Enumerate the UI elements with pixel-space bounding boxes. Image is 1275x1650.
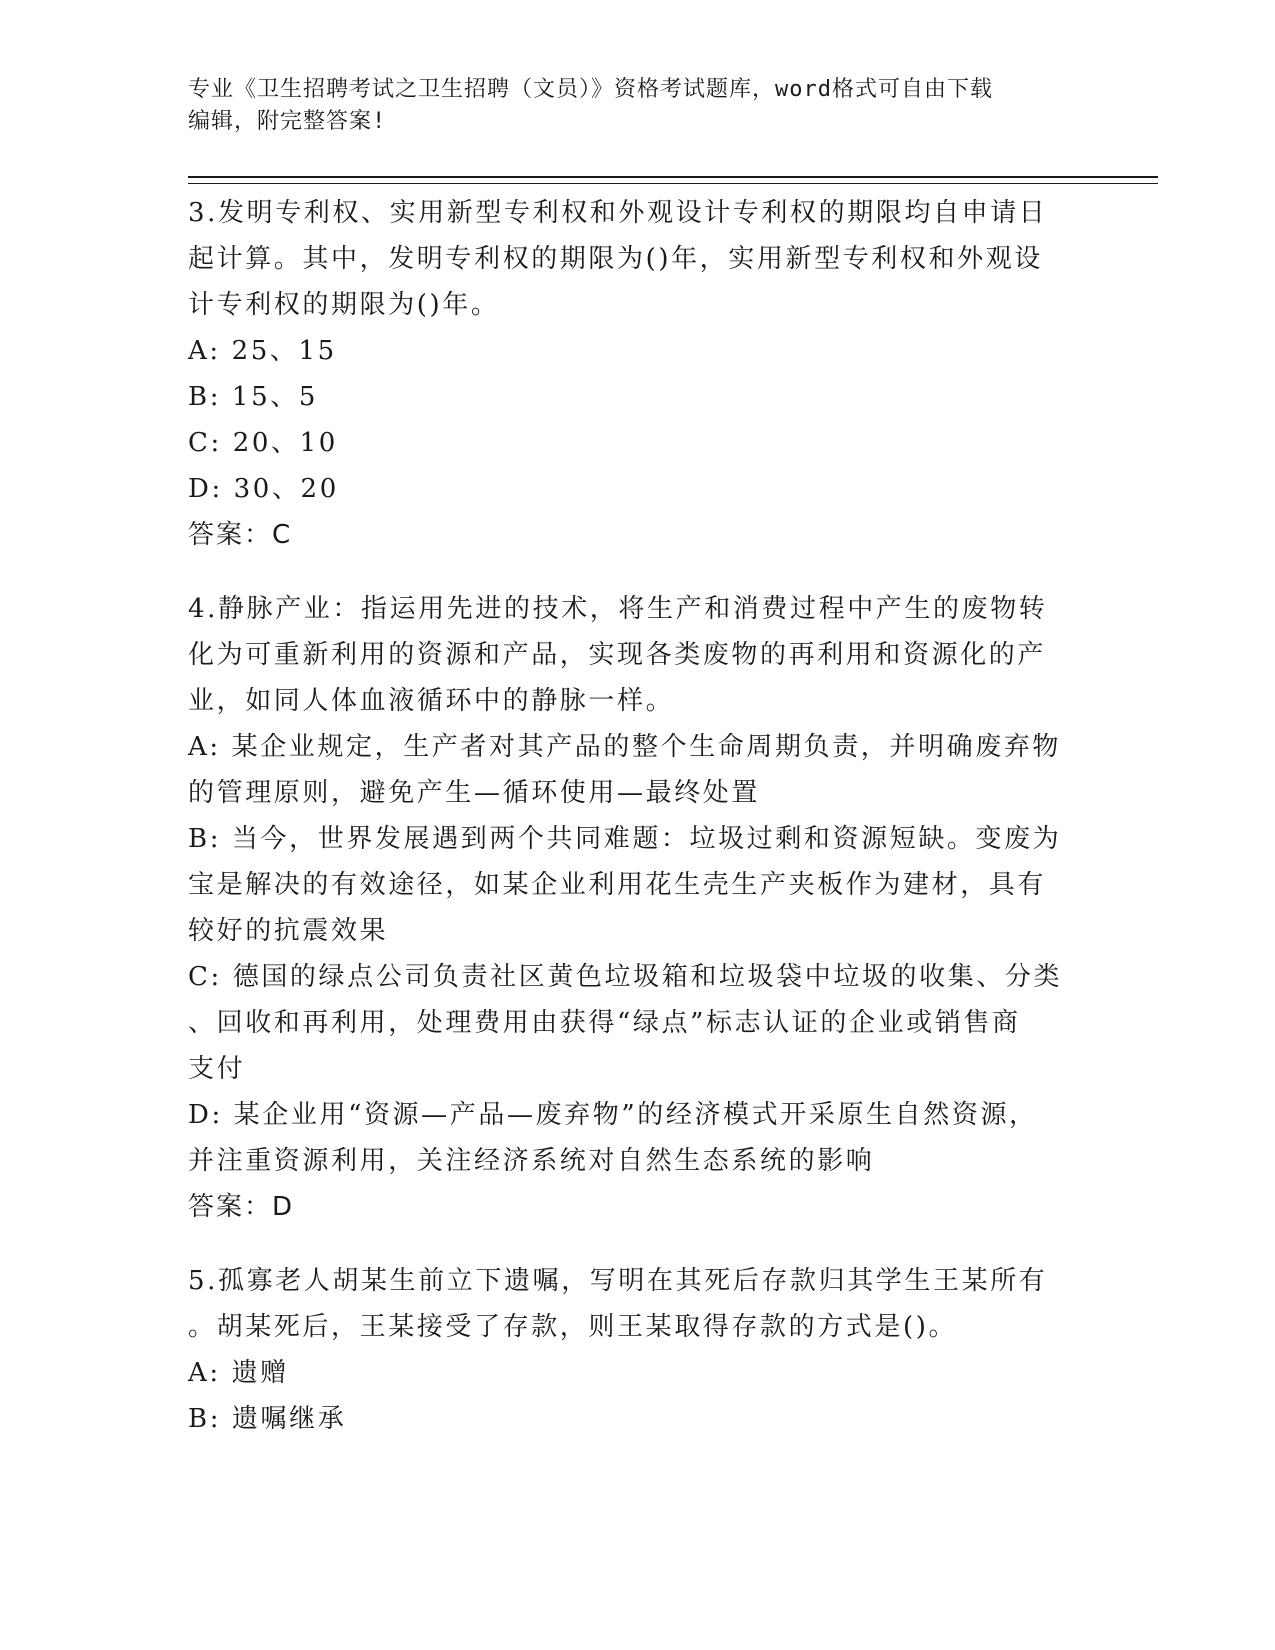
question-stem-line: 5.孤寡老人胡某生前立下遗嘱，写明在其死后存款归其学生王某所有 [188,1266,1048,1296]
question-stem-line: 计专利权的期限为()年。 [188,290,500,320]
page-header [188,74,1088,138]
option-line: B: 遗嘱继承 [188,1404,347,1434]
question-block [188,1258,1088,1442]
answer-line: 答案：C [188,520,293,550]
question-block [188,190,1088,558]
header-rule-thin [188,183,1158,184]
option-line: C: 20、10 [188,428,338,458]
question-stem-line: 4.静脉产业：指运用先进的技术，将生产和消费过程中产生的废物转 [188,594,1048,624]
option-line: D: 30、20 [188,474,339,504]
header-line-2: 编辑，附完整答案! [188,109,387,134]
option-line: 宝是解决的有效途径，如某企业利用花生壳生产夹板作为建材，具有 [188,870,1047,900]
question-stem-line: 业，如同人体血液循环中的静脉一样。 [188,686,675,716]
header-rule-thick [188,176,1158,178]
option-line: A: 25、15 [188,336,337,366]
option-line: 较好的抗震效果 [188,916,389,946]
option-line: A: 某企业规定，生产者对其产品的整个生命周期负责，并明确废弃物 [188,732,1062,762]
option-line: A: 遗赠 [188,1358,289,1388]
question-stem-line: 3.发明专利权、实用新型专利权和外观设计专利权的期限均自申请日 [188,198,1048,228]
option-line: B: 15、5 [188,382,318,412]
option-line: 支付 [188,1054,246,1084]
header-line-1: 专业《卫生招聘考试之卫生招聘（文员）》资格考试题库，word格式可自由下载 [188,77,993,102]
answer-line: 答案：D [188,1192,295,1222]
option-line: D: 某企业用“资源—产品—废弃物”的经济模式开采原生自然资源， [188,1100,1038,1130]
question-stem-line: 。胡某死后，王某接受了存款，则王某取得存款的方式是()。 [188,1312,958,1342]
option-line: 并注重资源利用，关注经济系统对自然生态系统的影响 [188,1146,875,1176]
question-block [188,586,1088,1230]
option-line: C: 德国的绿点公司负责社区黄色垃圾箱和垃圾袋中垃圾的收集、分类 [188,962,1063,992]
question-list [188,190,1088,1470]
option-line: B: 当今，世界发展遇到两个共同难题：垃圾过剩和资源短缺。变废为 [188,824,1062,854]
question-stem-line: 起计算。其中，发明专利权的期限为()年，实用新型专利权和外观设 [188,244,1043,274]
option-line: 的管理原则，避免产生—循环使用—最终处置 [188,778,761,808]
question-stem-line: 化为可重新利用的资源和产品，实现各类废物的再利用和资源化的产 [188,640,1047,670]
option-line: 、回收和再利用，处理费用由获得“绿点”标志认证的企业或销售商 [188,1008,1021,1038]
